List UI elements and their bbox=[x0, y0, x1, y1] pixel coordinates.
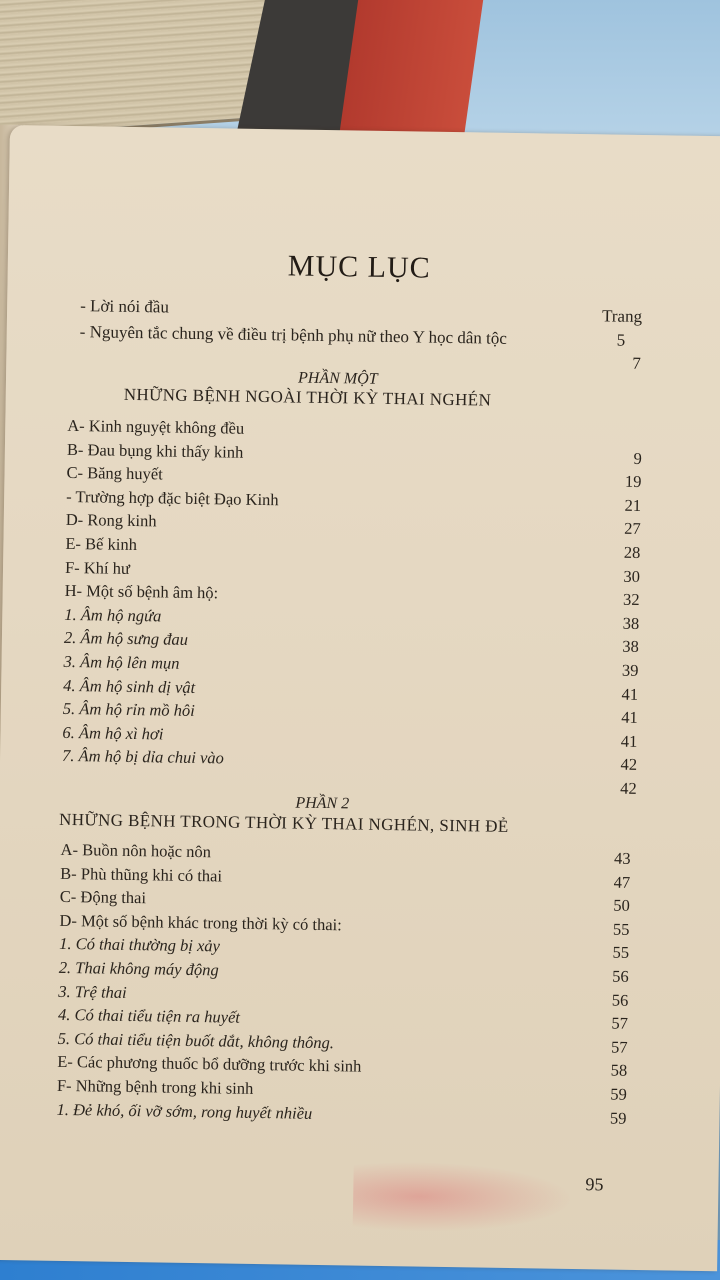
intro-entry-page: 7 bbox=[632, 353, 641, 373]
toc-entry-label: H- Một số bệnh âm hộ: bbox=[64, 581, 219, 603]
toc-entry-label: A- Kinh nguyệt không đều bbox=[67, 415, 245, 438]
toc-entry-page: 57 bbox=[611, 1013, 629, 1033]
toc-entry-label: 6. Âm hộ xì hơi bbox=[62, 722, 164, 744]
page-title: MỤC LỤC bbox=[287, 249, 431, 285]
page-number: 95 bbox=[585, 1174, 604, 1195]
toc-entry-label: F- Khí hư bbox=[64, 557, 131, 578]
intro-entry-label: - Nguyên tắc chung về điều trị bệnh phụ nữ theo Y học dân tộc bbox=[79, 322, 508, 348]
toc-entry-label: - Trường hợp đặc biệt Đạo Kinh bbox=[66, 486, 279, 510]
toc-entry-page: 41 bbox=[620, 731, 638, 751]
toc-entry-label: B- Phù thũng khi có thai bbox=[60, 863, 223, 886]
toc-entry-page: 9 bbox=[633, 448, 642, 468]
toc-entry-page: 38 bbox=[622, 613, 640, 633]
toc-entry-page: 50 bbox=[613, 895, 630, 916]
book-page bbox=[0, 125, 720, 1271]
page-stain bbox=[353, 1161, 574, 1234]
toc-entry-label: 5. Âm hộ rỉn mồ hôi bbox=[62, 699, 195, 721]
toc-entry-label: A- Buồn nôn hoặc nôn bbox=[60, 839, 212, 862]
intro-entry-page: 5 bbox=[616, 330, 626, 350]
toc-entry-label: F- Những bệnh trong khi sinh bbox=[56, 1075, 254, 1098]
part-one-title: NHỮNG BỆNH NGOÀI THỜI KỲ THAI NGHÉN bbox=[123, 384, 492, 410]
toc-entry-page: 59 bbox=[610, 1084, 628, 1104]
toc-entry-page: 47 bbox=[613, 872, 631, 892]
part-two-toc-list bbox=[56, 838, 630, 1130]
toc-entry-label: 4. Có thai tiểu tiện ra huyết bbox=[57, 1005, 241, 1027]
part-one-label: PHẦN MỘT bbox=[297, 369, 378, 388]
toc-entry-label: 2. Thai không máy động bbox=[58, 957, 219, 980]
toc-entry-label: 1. Có thai thường bị xảy bbox=[58, 934, 221, 956]
toc-entry-label: 1. Đẻ khó, ối vỡ sớm, rong huyết nhiều bbox=[56, 1099, 313, 1123]
toc-entry-page: 27 bbox=[624, 519, 641, 539]
toc-entry-label: 7. Âm hộ bị dỉa chui vào bbox=[61, 746, 225, 768]
toc-entry-page: 59 bbox=[609, 1108, 627, 1128]
toc-entry-page: 32 bbox=[622, 589, 640, 610]
toc-entry-label: 3. Trệ thai bbox=[58, 981, 127, 1002]
part-two-title: NHỮNG BỆNH TRONG THỜI KỲ THAI NGHÉN, SINH ĐẺ bbox=[58, 809, 509, 836]
toc-entry-page: 38 bbox=[622, 637, 640, 657]
toc-entry-page: 42 bbox=[620, 754, 638, 775]
intro-entry bbox=[80, 296, 169, 317]
part-one-toc-list bbox=[62, 414, 643, 800]
toc-entry-page: 41 bbox=[621, 707, 638, 728]
intro-entry bbox=[80, 322, 507, 349]
toc-entry-page: 42 bbox=[620, 778, 637, 798]
toc-entry-page: 57 bbox=[610, 1037, 628, 1057]
toc-entry-page: 28 bbox=[623, 542, 641, 562]
toc-entry-page: 43 bbox=[613, 848, 631, 868]
toc-entry-label: C- Băng huyết bbox=[66, 463, 163, 484]
toc-entry-label: E- Bế kinh bbox=[65, 533, 138, 555]
toc-entry-page: 56 bbox=[612, 966, 629, 986]
background-red-book bbox=[338, 0, 483, 145]
toc-entry-page: 58 bbox=[610, 1060, 628, 1081]
toc-entry-label: C- Động thai bbox=[59, 887, 147, 908]
toc-entry-label: D- Rong kinh bbox=[65, 510, 157, 531]
toc-entry-label: 3. Âm hộ lên mụn bbox=[63, 651, 180, 673]
toc-entry-page: 19 bbox=[624, 471, 642, 492]
toc-entry-label: 4. Âm hộ sinh dị vật bbox=[63, 675, 196, 697]
toc-entry-page: 39 bbox=[621, 660, 639, 680]
toc-entry-label: 1. Âm hộ ngứa bbox=[64, 604, 162, 626]
part-two-label: PHẦN 2 bbox=[295, 794, 350, 813]
toc-entry-page: 41 bbox=[621, 684, 639, 704]
toc-entry-page: 55 bbox=[612, 919, 630, 939]
toc-entry-label: D- Một số bệnh khác trong thời kỳ có thai: bbox=[59, 910, 342, 935]
toc-entry-page: 21 bbox=[624, 495, 642, 515]
page-column-label: Trang bbox=[601, 306, 643, 326]
intro-entry-label: - Lời nói đầu bbox=[80, 296, 170, 317]
toc-entry-label: B- Đau bụng khi thấy kinh bbox=[66, 439, 244, 462]
toc-entry-label: 2. Âm hộ sưng đau bbox=[63, 628, 189, 650]
toc-entry-page: 55 bbox=[612, 942, 630, 963]
toc-entry-label: E- Các phương thuốc bổ dưỡng trước khi sinh bbox=[57, 1052, 362, 1076]
toc-entry-page: 56 bbox=[611, 990, 629, 1010]
toc-entry-page: 30 bbox=[623, 566, 641, 586]
toc-entry-label: 5. Có thai tiểu tiện buốt dắt, không thông. bbox=[57, 1028, 335, 1052]
